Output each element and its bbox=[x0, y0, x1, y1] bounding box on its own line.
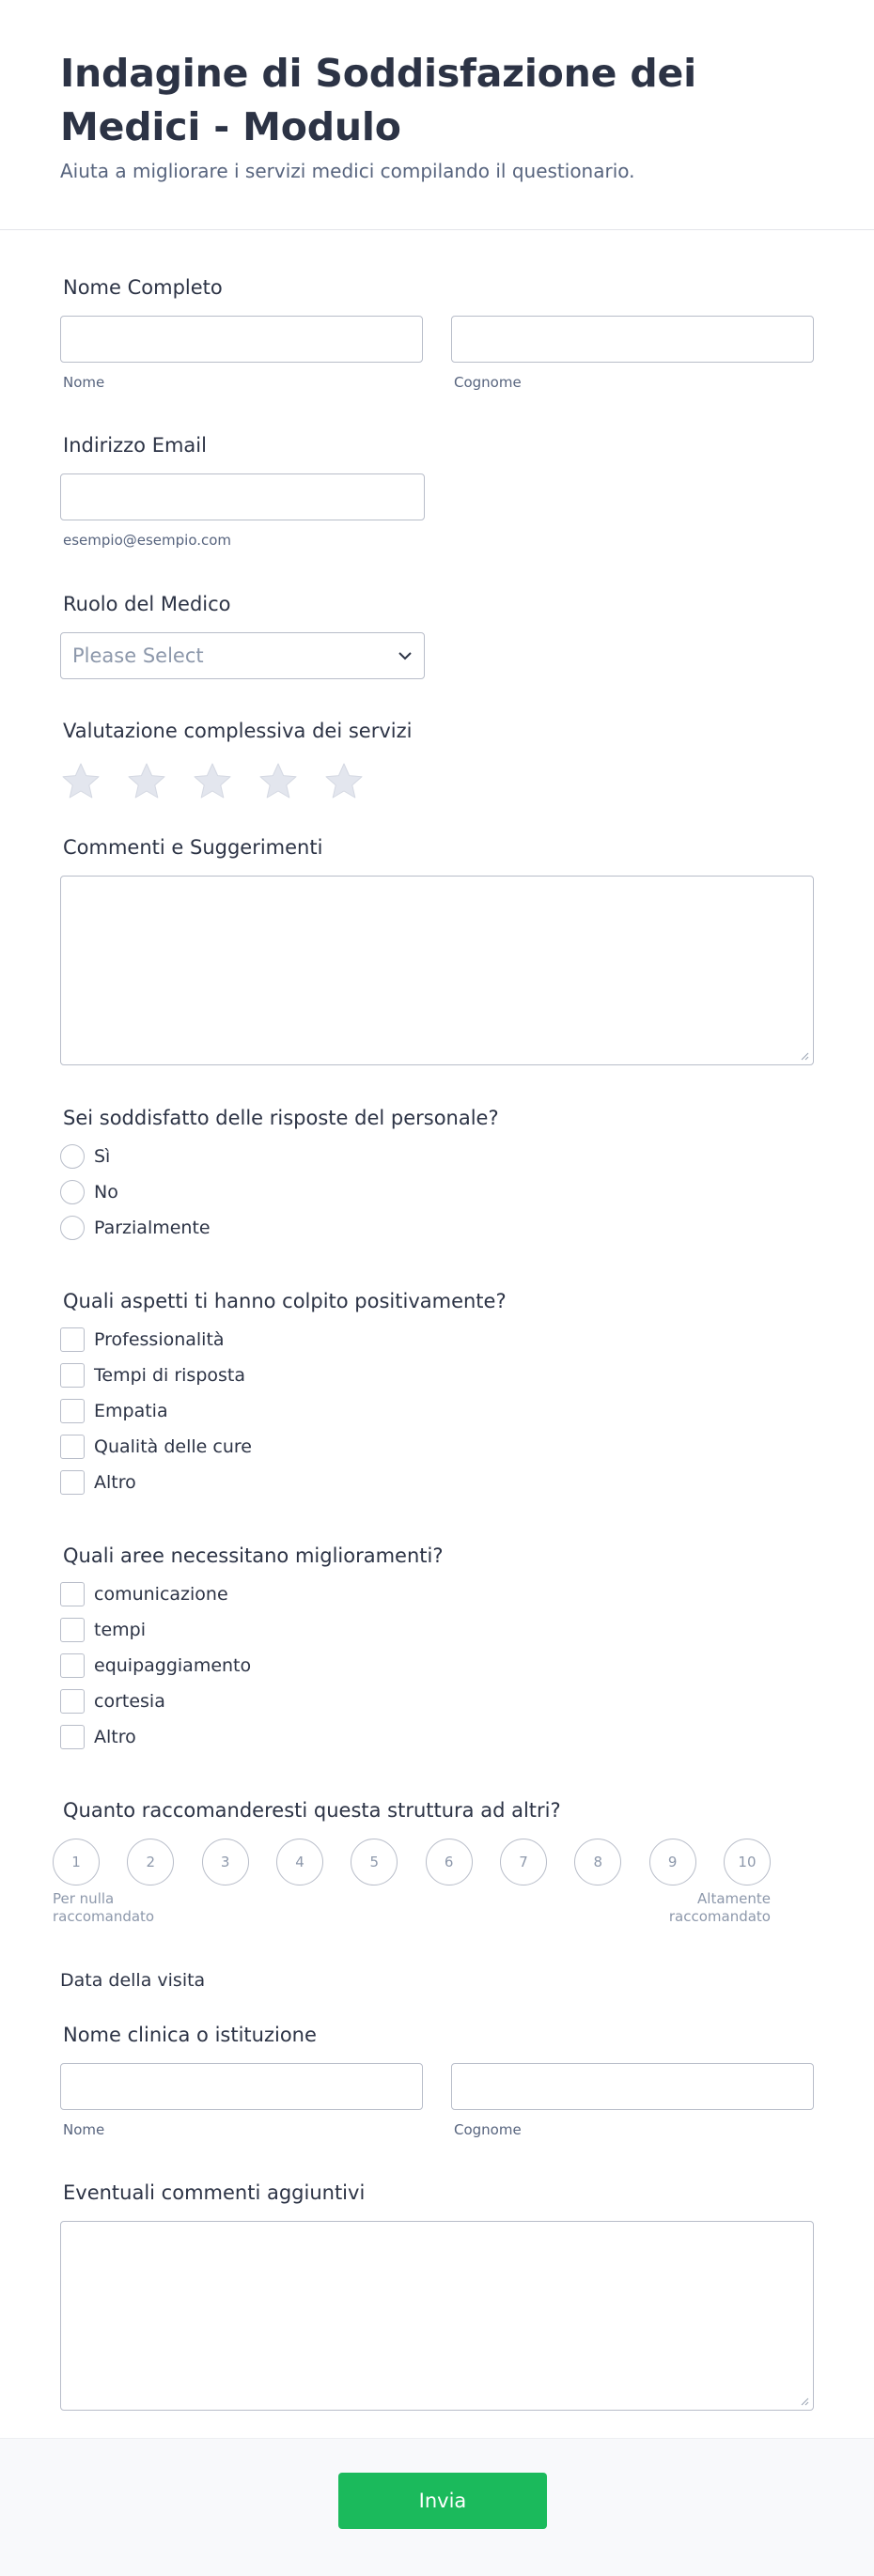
radio-option[interactable] bbox=[60, 1210, 814, 1246]
additional-comments-field bbox=[60, 2181, 814, 2411]
scale-option-6[interactable]: 6 bbox=[426, 1839, 473, 1885]
scale-option-10[interactable]: 10 bbox=[724, 1839, 771, 1885]
checkbox-option[interactable] bbox=[60, 1429, 814, 1465]
radio-option-label: Parzialmente bbox=[94, 1218, 211, 1238]
scale-option-4[interactable]: 4 bbox=[276, 1839, 323, 1885]
staff-satisfaction-field bbox=[60, 1107, 814, 1246]
checkbox-option-label: comunicazione bbox=[94, 1584, 228, 1605]
scale-option-9[interactable]: 9 bbox=[649, 1839, 696, 1885]
checkbox[interactable] bbox=[60, 1689, 85, 1714]
first-name-input[interactable] bbox=[60, 316, 423, 363]
email-field bbox=[60, 434, 814, 549]
checkbox[interactable] bbox=[60, 1363, 85, 1388]
visit-date-field bbox=[60, 1970, 814, 1991]
comments-label: Commenti e Suggerimenti bbox=[63, 836, 323, 859]
clinic-first-sublabel: Nome bbox=[63, 2121, 105, 2138]
checkbox-option[interactable] bbox=[60, 1612, 814, 1648]
rating-field bbox=[60, 720, 814, 802]
radio-option[interactable] bbox=[60, 1139, 814, 1174]
radio-button[interactable] bbox=[60, 1144, 85, 1169]
submit-button[interactable]: Invia bbox=[338, 2473, 547, 2529]
checkbox-option-label: Altro bbox=[94, 1727, 136, 1747]
checkbox-option[interactable] bbox=[60, 1393, 814, 1429]
positive-aspects-field bbox=[60, 1290, 814, 1500]
full-name-field bbox=[60, 276, 814, 391]
star-icon[interactable] bbox=[258, 761, 299, 802]
checkbox[interactable] bbox=[60, 1470, 85, 1495]
radio-group bbox=[60, 1139, 814, 1246]
improvement-areas-label: Quali aree necessitano miglioramenti? bbox=[63, 1544, 444, 1567]
clinic-label: Nome clinica o istituzione bbox=[63, 2024, 317, 2046]
recommend-low-hint: Per nulla raccomandato bbox=[53, 1890, 155, 1925]
additional-comments-label: Eventuali commenti aggiuntivi bbox=[63, 2181, 366, 2204]
role-label: Ruolo del Medico bbox=[63, 593, 231, 615]
checkbox-option-label: tempi bbox=[94, 1620, 146, 1640]
checkbox[interactable] bbox=[60, 1653, 85, 1678]
checkbox-option-label: Empatia bbox=[94, 1401, 168, 1421]
clinic-last-sublabel: Cognome bbox=[454, 2121, 522, 2138]
recommend-scale bbox=[53, 1839, 771, 1885]
scale-option-7[interactable]: 7 bbox=[500, 1839, 547, 1885]
recommend-high-hint: Altamente raccomandato bbox=[668, 1890, 771, 1925]
recommend-field bbox=[60, 1799, 814, 1822]
positive-aspects-label: Quali aspetti ti hanno colpito positivamente? bbox=[63, 1290, 507, 1312]
chevron-down-icon bbox=[398, 651, 413, 660]
checkbox-group bbox=[60, 1322, 814, 1500]
first-name-sublabel: Nome bbox=[63, 374, 105, 391]
radio-button[interactable] bbox=[60, 1216, 85, 1240]
rating-label: Valutazione complessiva dei servizi bbox=[63, 720, 413, 742]
comments-textarea[interactable] bbox=[60, 876, 814, 1065]
checkbox-option[interactable] bbox=[60, 1648, 814, 1684]
star-icon[interactable] bbox=[60, 761, 101, 802]
improvement-areas-field bbox=[60, 1544, 814, 1755]
clinic-field bbox=[60, 2024, 814, 2138]
checkbox-option-label: Qualità delle cure bbox=[94, 1436, 252, 1457]
checkbox[interactable] bbox=[60, 1399, 85, 1423]
additional-comments-textarea[interactable] bbox=[60, 2221, 814, 2411]
role-field bbox=[60, 593, 814, 679]
comments-field bbox=[60, 836, 814, 1065]
checkbox-option-label: Altro bbox=[94, 1472, 136, 1493]
last-name-sublabel: Cognome bbox=[454, 374, 522, 391]
scale-option-1[interactable]: 1 bbox=[53, 1839, 100, 1885]
checkbox-option[interactable] bbox=[60, 1358, 814, 1393]
checkbox-option-label: Tempi di risposta bbox=[94, 1365, 245, 1386]
last-name-input[interactable] bbox=[451, 316, 814, 363]
clinic-first-input[interactable] bbox=[60, 2063, 423, 2110]
scale-option-2[interactable]: 2 bbox=[127, 1839, 174, 1885]
radio-option-label: Sì bbox=[94, 1146, 111, 1167]
full-name-label: Nome Completo bbox=[63, 276, 223, 299]
scale-option-3[interactable]: 3 bbox=[202, 1839, 249, 1885]
form-footer bbox=[0, 2438, 874, 2576]
form-header bbox=[0, 0, 874, 230]
checkbox-option[interactable] bbox=[60, 1719, 814, 1755]
resize-handle-icon[interactable] bbox=[800, 2397, 809, 2406]
resize-handle-icon[interactable] bbox=[800, 1051, 809, 1061]
star-icon[interactable] bbox=[126, 761, 167, 802]
checkbox-option[interactable] bbox=[60, 1684, 814, 1719]
checkbox-option[interactable] bbox=[60, 1576, 814, 1612]
star-icon[interactable] bbox=[323, 761, 365, 802]
radio-option-label: No bbox=[94, 1182, 118, 1203]
checkbox[interactable] bbox=[60, 1435, 85, 1459]
star-rating bbox=[60, 761, 814, 802]
email-sublabel: esempio@esempio.com bbox=[63, 532, 232, 549]
form-title: Indagine di Soddisfazione dei Medici - Modulo bbox=[60, 51, 696, 149]
checkbox-option-label: Professionalità bbox=[94, 1329, 225, 1350]
role-select[interactable] bbox=[60, 632, 425, 679]
checkbox[interactable] bbox=[60, 1618, 85, 1642]
checkbox[interactable] bbox=[60, 1327, 85, 1352]
scale-option-5[interactable]: 5 bbox=[351, 1839, 398, 1885]
checkbox-option[interactable] bbox=[60, 1465, 814, 1500]
form-subtitle: Aiuta a migliorare i servizi medici compilando il questionario. bbox=[60, 160, 635, 182]
recommend-label: Quanto raccomanderesti questa struttura ad altri? bbox=[63, 1799, 561, 1822]
checkbox[interactable] bbox=[60, 1582, 85, 1606]
role-select-placeholder: Please Select bbox=[72, 644, 204, 667]
radio-option[interactable] bbox=[60, 1174, 814, 1210]
checkbox[interactable] bbox=[60, 1725, 85, 1749]
email-label: Indirizzo Email bbox=[63, 434, 207, 457]
checkbox-group bbox=[60, 1576, 814, 1755]
checkbox-option[interactable] bbox=[60, 1322, 814, 1358]
visit-date-label: Data della visita bbox=[60, 1970, 206, 1991]
checkbox-option-label: cortesia bbox=[94, 1691, 165, 1712]
star-icon[interactable] bbox=[192, 761, 233, 802]
radio-button[interactable] bbox=[60, 1180, 85, 1204]
staff-satisfaction-label: Sei soddisfatto delle risposte del personale? bbox=[63, 1107, 499, 1129]
scale-option-8[interactable]: 8 bbox=[574, 1839, 621, 1885]
email-input[interactable] bbox=[60, 473, 425, 520]
checkbox-option-label: equipaggiamento bbox=[94, 1655, 252, 1676]
clinic-last-input[interactable] bbox=[451, 2063, 814, 2110]
